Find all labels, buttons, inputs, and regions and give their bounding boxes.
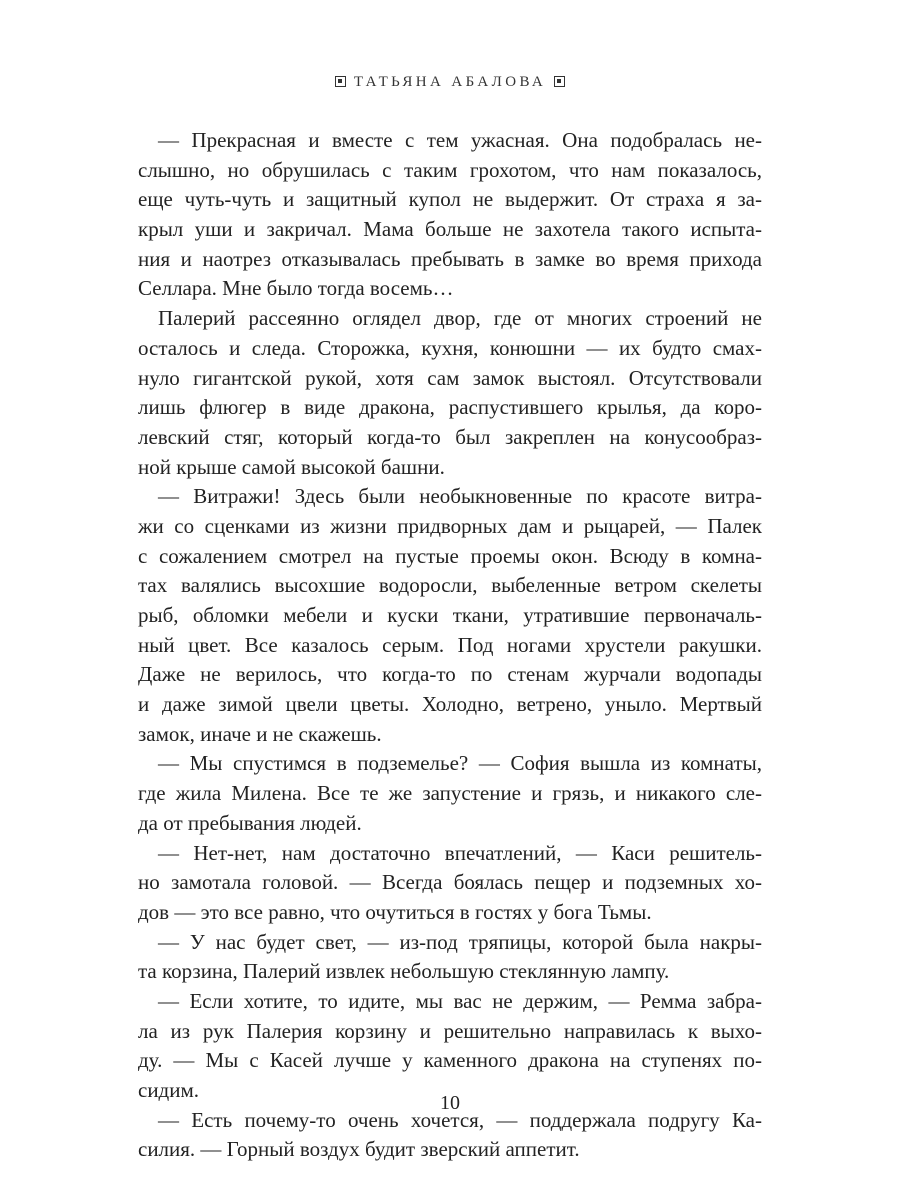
- text-line: жи со сценками из жизни придворных дам и рыцарей, — Палек: [138, 513, 762, 538]
- text-line: ной крыше самой высокой башни.: [138, 454, 445, 479]
- text-line: рыб, обломки мебели и куски ткани, утратившие первоначаль-: [138, 603, 762, 627]
- paragraph: [138, 749, 762, 838]
- paragraph: [138, 482, 762, 749]
- text-line: с сожалением смотрел на пустые проемы окон. Всюду в комна-: [138, 543, 762, 568]
- text-line: — Прекрасная и вместе с тем ужасная. Она подобралась не-: [158, 128, 762, 152]
- text-line: замок, иначе и не скажешь.: [138, 721, 382, 746]
- text-line: левский стяг, который когда-то был закреплен на конусообраз-: [138, 424, 762, 449]
- text-line: ду. — Мы с Касей лучше у каменного дракона на ступенях по-: [138, 1048, 762, 1073]
- text-line: но замотала головой. — Всегда боялась пещер и подземных хо-: [138, 870, 762, 895]
- text-line: Даже не верилось, что когда-то по стенам журчали водопады: [138, 662, 762, 687]
- text-line: Селлара. Мне было тогда восемь…: [138, 276, 454, 301]
- body-text: [138, 126, 762, 1165]
- running-head: [0, 74, 900, 91]
- text-line: — У нас будет свет, — из-под тряпицы, которой была накры-: [158, 929, 762, 954]
- text-line: — Если хотите, то идите, мы вас не держим, — Ремма забра-: [158, 988, 762, 1013]
- text-line: ния и наотрез отказывалась пребывать в замке во время прихода: [138, 246, 762, 271]
- text-line: — Нет-нет, нам достаточно впечатлений, — Каси решитель-: [158, 840, 762, 865]
- text-line: ный цвет. Все казалось серым. Под ногами хрустели ракушки.: [138, 632, 762, 657]
- paragraph: [138, 928, 762, 987]
- text-line: силия. — Горный воздух будит зверский аппетит.: [138, 1137, 580, 1162]
- ornament-right-icon: [554, 76, 565, 87]
- text-line: да от пребывания людей.: [138, 810, 362, 835]
- text-line: тах валялись высохшие водоросли, выбеленные ветром скелеты: [138, 573, 762, 598]
- text-line: ла из рук Палерия корзину и решительно направилась к выхо-: [138, 1018, 762, 1043]
- text-line: и даже зимой цвели цветы. Холодно, ветрено, уныло. Мертвый: [138, 692, 762, 717]
- text-line: где жила Милена. Все те же запустение и грязь, и никакого сле-: [138, 781, 762, 806]
- text-line: крыл уши и закричал. Мама больше не захотела такого испыта-: [138, 217, 762, 242]
- text-line: та корзина, Палерий извлек небольшую стеклянную лампу.: [138, 959, 670, 984]
- text-line: — Мы спустимся в подземелье? — София вышла из комнаты,: [158, 751, 762, 776]
- paragraph: [138, 304, 762, 482]
- text-line: осталось и следа. Сторожка, кухня, конюшни — их будто смах-: [138, 335, 762, 360]
- text-line: Палерий рассеянно оглядел двор, где от многих строений не: [158, 306, 762, 331]
- text-line: лишь флюгер в виде дракона, распустившего крылья, да коро-: [138, 395, 762, 420]
- text-line: — Витражи! Здесь были необыкновенные по красоте витра-: [158, 484, 762, 509]
- text-line: дов — это все равно, что очутиться в гостях у бога Тьмы.: [138, 899, 652, 924]
- text-line: еще чуть-чуть и защитный купол не выдержит. От страха я за-: [138, 187, 762, 212]
- text-line: — Есть почему-то очень хочется, — поддержала подругу Ка-: [158, 1107, 762, 1132]
- paragraph: [138, 126, 762, 304]
- ornament-left-icon: [335, 76, 346, 87]
- paragraph: [138, 987, 762, 1106]
- text-line: нуло гигантской рукой, хотя сам замок выстоял. Отсутствовали: [138, 365, 762, 390]
- text-line: сидим.: [138, 1078, 200, 1102]
- page-number: 10: [440, 1092, 460, 1114]
- author-name: ТАТЬЯНА АБАЛОВА: [353, 74, 547, 90]
- paragraph: [138, 839, 762, 928]
- text-line: слышно, но обрушилась с таким грохотом, что нам показалось,: [138, 157, 762, 182]
